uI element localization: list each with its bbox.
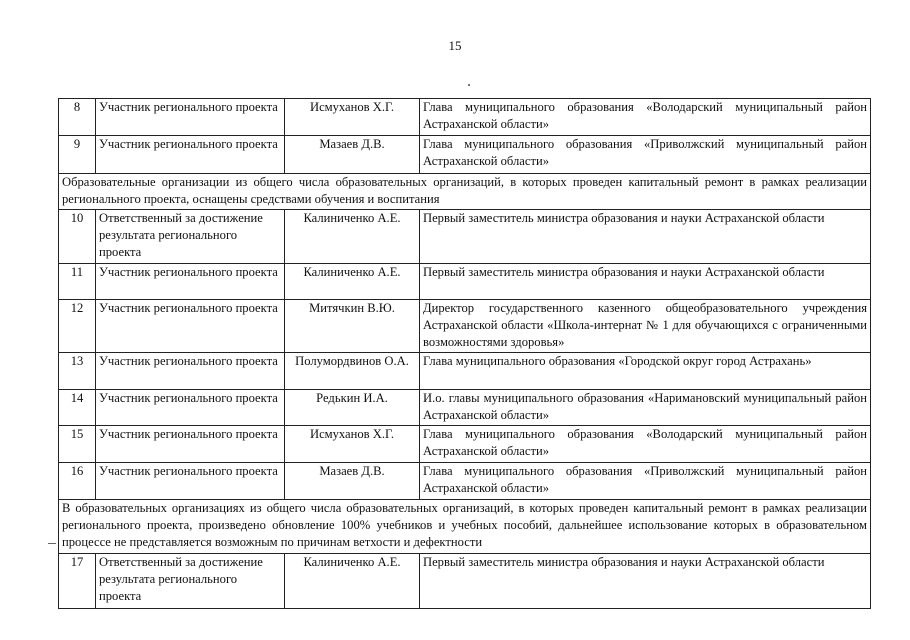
- row-person: Мазаев Д.В.: [285, 463, 420, 500]
- row-position: Директор государственного казенного общеобразовательного учреждения Астраханской области «Школа-интернат № 1 для обучающихся с ограниченными возможностями здоровья»: [420, 300, 871, 353]
- row-number: 11: [59, 264, 96, 300]
- row-person: Калиниченко А.Е.: [285, 264, 420, 300]
- row-role: Участник регионального проекта: [96, 426, 285, 463]
- table-row: [59, 300, 871, 353]
- row-role: Участник регионального проекта: [96, 99, 285, 136]
- row-number: 8: [59, 99, 96, 136]
- table-row: [59, 99, 871, 136]
- row-role: Участник регионального проекта: [96, 264, 285, 300]
- row-number: 12: [59, 300, 96, 353]
- row-role: Ответственный за достижение результата регионального проекта: [96, 554, 285, 609]
- row-role: Участник регионального проекта: [96, 353, 285, 390]
- row-person: Калиниченко А.Е.: [285, 554, 420, 609]
- row-position: Глава муниципального образования «Приволжский муниципальный район Астраханской области»: [420, 463, 871, 500]
- row-number: 17: [59, 554, 96, 609]
- row-person: Полумордвинов О.А.: [285, 353, 420, 390]
- row-role: Участник регионального проекта: [96, 463, 285, 500]
- row-position: Глава муниципального образования «Городской округ город Астрахань»: [420, 353, 871, 390]
- row-person: Калиниченко А.Е.: [285, 210, 420, 264]
- row-position: Первый заместитель министра образования и науки Астраханской области: [420, 210, 871, 264]
- table-row: [59, 136, 871, 174]
- row-person: Редькин И.А.: [285, 390, 420, 426]
- section-heading-row: [59, 174, 871, 210]
- row-position: Глава муниципального образования «Приволжский муниципальный район Астраханской области»: [420, 136, 871, 174]
- row-position: Первый заместитель министра образования и науки Астраханской области: [420, 554, 871, 609]
- section-heading: Образовательные организации из общего числа образовательных организаций, в которых проведен капитальный ремонт в рамках реализации регионального проекта, оснащены средствами обучения и воспитания: [59, 174, 871, 210]
- row-person: Исмуханов Х.Г.: [285, 99, 420, 136]
- row-person: Митячкин В.Ю.: [285, 300, 420, 353]
- table-row: [59, 390, 871, 426]
- table-row: [59, 264, 871, 300]
- row-person: Исмуханов Х.Г.: [285, 426, 420, 463]
- page-number: 15: [448, 38, 462, 53]
- row-role: Участник регионального проекта: [96, 300, 285, 353]
- table-row: [59, 353, 871, 390]
- row-number: 9: [59, 136, 96, 174]
- table-row: [59, 554, 871, 609]
- row-role: Ответственный за достижение результата регионального проекта: [96, 210, 285, 264]
- table-row: [59, 210, 871, 264]
- row-position: Глава муниципального образования «Володарский муниципальный район Астраханской области»: [420, 99, 871, 136]
- responsibility-table: [58, 98, 871, 609]
- table-row: [59, 426, 871, 463]
- row-number: 16: [59, 463, 96, 500]
- margin-mark: [48, 543, 56, 544]
- section-heading-row: [59, 500, 871, 554]
- row-person: Мазаев Д.В.: [285, 136, 420, 174]
- row-number: 14: [59, 390, 96, 426]
- row-role: Участник регионального проекта: [96, 390, 285, 426]
- scan-speck: [468, 84, 470, 86]
- table-body: [59, 99, 871, 609]
- row-role: Участник регионального проекта: [96, 136, 285, 174]
- table-row: [59, 463, 871, 500]
- row-position: И.о. главы муниципального образования «Наримановский муниципальный район Астраханской области»: [420, 390, 871, 426]
- row-position: Глава муниципального образования «Володарский муниципальный район Астраханской области»: [420, 426, 871, 463]
- section-heading: В образовательных организациях из общего числа образовательных организаций, в которых проведен капитальный ремонт в рамках реализации регионального проекта, произведено обновление 100% учебников и учебных пособий, дальнейшее использование которых в образовательном процессе не представляется возможным по причинам ветхости и дефектности: [59, 500, 871, 554]
- row-number: 15: [59, 426, 96, 463]
- row-position: Первый заместитель министра образования и науки Астраханской области: [420, 264, 871, 300]
- row-number: 10: [59, 210, 96, 264]
- row-number: 13: [59, 353, 96, 390]
